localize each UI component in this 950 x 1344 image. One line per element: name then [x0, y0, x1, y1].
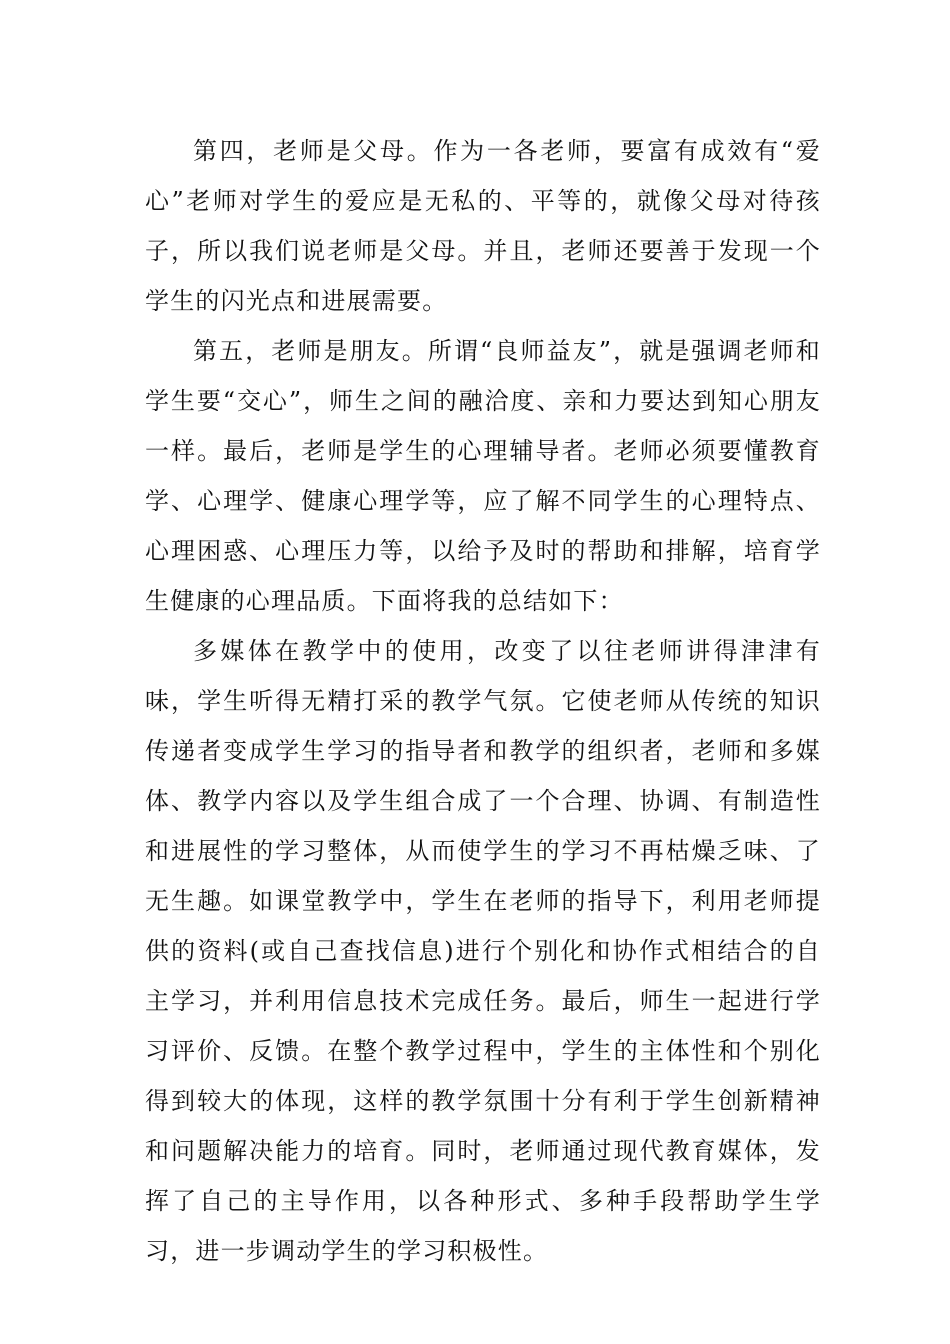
paragraph-teacher-as-parent: 第四，老师是父母。作为一各老师，要富有成效有“爱心”老师对学生的爱应是无私的、平等的，就像父母对待孩子，所以我们说老师是父母。并且，老师还要善于发现一个学生的闪光点和进展需要。: [145, 137, 821, 315]
paragraph-multimedia-teaching: 多媒体在教学中的使用，改变了以往老师讲得津津有味，学生听得无精打采的教学气氛。它使老师从传统的知识传递者变成学生学习的指导者和教学的组织者，老师和多媒体、教学内容以及学生组合成了一个合理、协调、有制造性和进展性的学习整体，从而使学生的学习不再枯燥乏味、了无生趣。如课堂教学中，学生在老师的指导下，利用老师提供的资料(或自己查找信息)进行个别化和协作式相结合的自主学习，并利用信息技术完成任务。最后，师生一起进行学习评价、反馈。在整个教学过程中，学生的主体性和个别化得到较大的体现，这样的教学氛围十分有利于学生创新精神和问题解决能力的培育。同时，老师通过现代教育媒体，发挥了自己的主导作用，以各种形式、多种手段帮助学生学习，进一步调动学生的学习积极性。: [145, 637, 821, 1265]
document-body: [145, 126, 821, 1276]
paragraph-teacher-as-friend: 第五，老师是朋友。所谓“良师益友”，就是强调老师和学生要“交心”，师生之间的融洽度、亲和力要达到知心朋友一样。最后，老师是学生的心理辅导者。老师必须要懂教育学、心理学、健康心理学等，应了解不同学生的心理特点、心理困惑、心理压力等，以给予及时的帮助和排解，培育学生健康的心理品质。下面将我的总结如下：: [145, 337, 821, 615]
